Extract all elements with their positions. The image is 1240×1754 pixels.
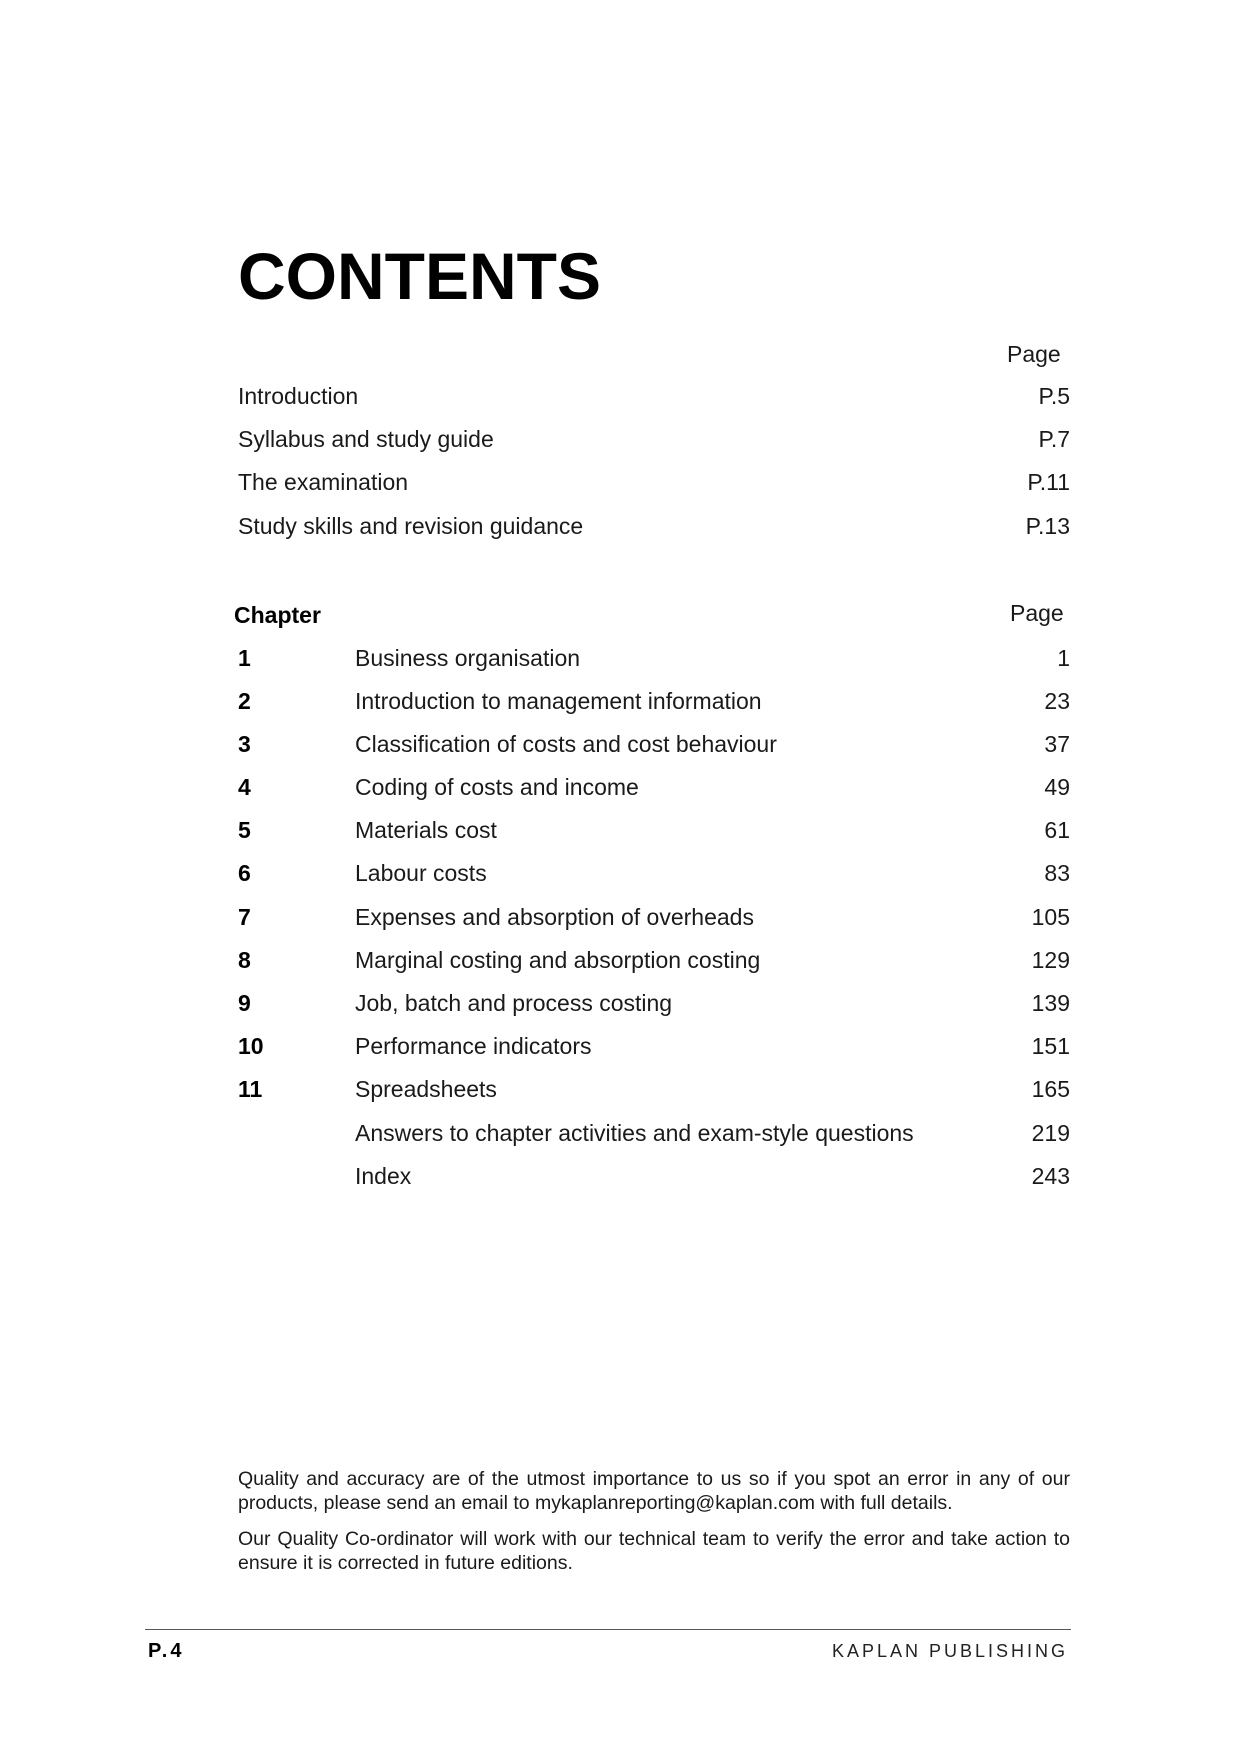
chapter-title: Introduction to management information bbox=[355, 688, 762, 714]
chapter-page: 219 bbox=[1031, 1120, 1070, 1146]
chapter-row[interactable] bbox=[238, 1030, 1070, 1062]
chapter-number: 9 bbox=[238, 990, 251, 1016]
chapter-number: 8 bbox=[238, 947, 251, 973]
toc-entry-label: The examination bbox=[238, 469, 409, 495]
chapter-number: 3 bbox=[238, 731, 251, 757]
chapter-row-answers[interactable] bbox=[238, 1117, 1070, 1149]
chapter-page: 49 bbox=[1044, 774, 1070, 800]
chapter-page: 61 bbox=[1044, 817, 1070, 843]
chapters-page-heading: Page bbox=[1010, 600, 1064, 626]
chapter-row[interactable] bbox=[238, 1073, 1070, 1105]
chapter-row[interactable] bbox=[238, 901, 1070, 933]
chapter-number: 10 bbox=[238, 1033, 264, 1059]
chapter-title: Answers to chapter activities and exam-style questions bbox=[355, 1120, 914, 1146]
chapter-title: Index bbox=[355, 1163, 412, 1189]
chapter-number: 11 bbox=[238, 1076, 263, 1102]
toc-entry-examination[interactable] bbox=[238, 466, 1070, 498]
chapter-page: 243 bbox=[1031, 1163, 1070, 1189]
chapter-title: Labour costs bbox=[355, 860, 487, 886]
footer-divider bbox=[145, 1629, 1071, 1630]
footer-publisher: KAPLAN PUBLISHING bbox=[831, 1641, 1068, 1661]
notice-paragraph-errors: Quality and accuracy are of the utmost importance to us so if you spot an error in any of our products, please send an email to mykaplanreporting@kaplan.com with full details. bbox=[238, 1468, 1070, 1514]
chapter-page: 129 bbox=[1031, 947, 1070, 973]
toc-entry-page: P.11 bbox=[1027, 469, 1070, 495]
chapter-row[interactable] bbox=[238, 857, 1070, 889]
chapter-row[interactable] bbox=[238, 642, 1070, 674]
chapter-title: Expenses and absorption of overheads bbox=[355, 904, 754, 930]
chapter-number: 4 bbox=[238, 774, 251, 800]
toc-entry-study-skills[interactable] bbox=[238, 510, 1070, 542]
chapter-row[interactable] bbox=[238, 771, 1070, 803]
chapter-title: Marginal costing and absorption costing bbox=[355, 947, 761, 973]
prelims-page-heading: Page bbox=[1007, 341, 1061, 367]
chapter-row[interactable] bbox=[238, 944, 1070, 976]
page-title: CONTENTS bbox=[238, 239, 601, 313]
chapter-number: 2 bbox=[238, 688, 251, 714]
chapter-title: Classification of costs and cost behaviour bbox=[355, 731, 777, 757]
chapter-heading: Chapter bbox=[234, 602, 321, 628]
chapter-page: 105 bbox=[1031, 904, 1070, 930]
chapter-number: 6 bbox=[238, 860, 251, 886]
chapter-page: 83 bbox=[1044, 860, 1070, 886]
chapter-row[interactable] bbox=[238, 728, 1070, 760]
toc-entry-introduction[interactable] bbox=[238, 380, 1070, 412]
chapter-number: 1 bbox=[238, 645, 251, 671]
chapter-title: Performance indicators bbox=[355, 1033, 592, 1059]
chapter-page: 1 bbox=[1057, 645, 1070, 671]
chapter-title: Job, batch and process costing bbox=[355, 990, 673, 1016]
chapter-page: 139 bbox=[1031, 990, 1070, 1016]
chapter-title: Materials cost bbox=[355, 817, 497, 843]
toc-entry-page: P.13 bbox=[1025, 513, 1070, 539]
chapter-row[interactable] bbox=[238, 685, 1070, 717]
chapter-title: Spreadsheets bbox=[355, 1076, 497, 1102]
chapter-page: 37 bbox=[1044, 731, 1070, 757]
toc-entry-page: P.7 bbox=[1038, 426, 1070, 452]
toc-entry-label: Syllabus and study guide bbox=[238, 426, 494, 452]
chapter-number: 7 bbox=[238, 904, 251, 930]
chapter-title: Coding of costs and income bbox=[355, 774, 639, 800]
toc-entry-syllabus[interactable] bbox=[238, 423, 1070, 455]
notice-paragraph-quality: Our Quality Co-ordinator will work with our technical team to verify the error and take action to ensure it is corrected in future editions. bbox=[238, 1528, 1070, 1574]
chapter-row[interactable] bbox=[238, 987, 1070, 1019]
chapter-page: 151 bbox=[1031, 1033, 1070, 1059]
chapter-title: Business organisation bbox=[355, 645, 581, 671]
toc-entry-page: P.5 bbox=[1038, 383, 1070, 409]
toc-entry-label: Study skills and revision guidance bbox=[238, 513, 584, 539]
toc-entry-label: Introduction bbox=[238, 383, 359, 409]
chapter-row[interactable] bbox=[238, 814, 1070, 846]
chapter-row-index[interactable] bbox=[238, 1160, 1070, 1192]
chapter-page: 165 bbox=[1031, 1076, 1070, 1102]
chapter-page: 23 bbox=[1044, 688, 1070, 714]
footer-page-number: P.4 bbox=[148, 1640, 185, 1662]
chapter-number: 5 bbox=[238, 817, 251, 843]
